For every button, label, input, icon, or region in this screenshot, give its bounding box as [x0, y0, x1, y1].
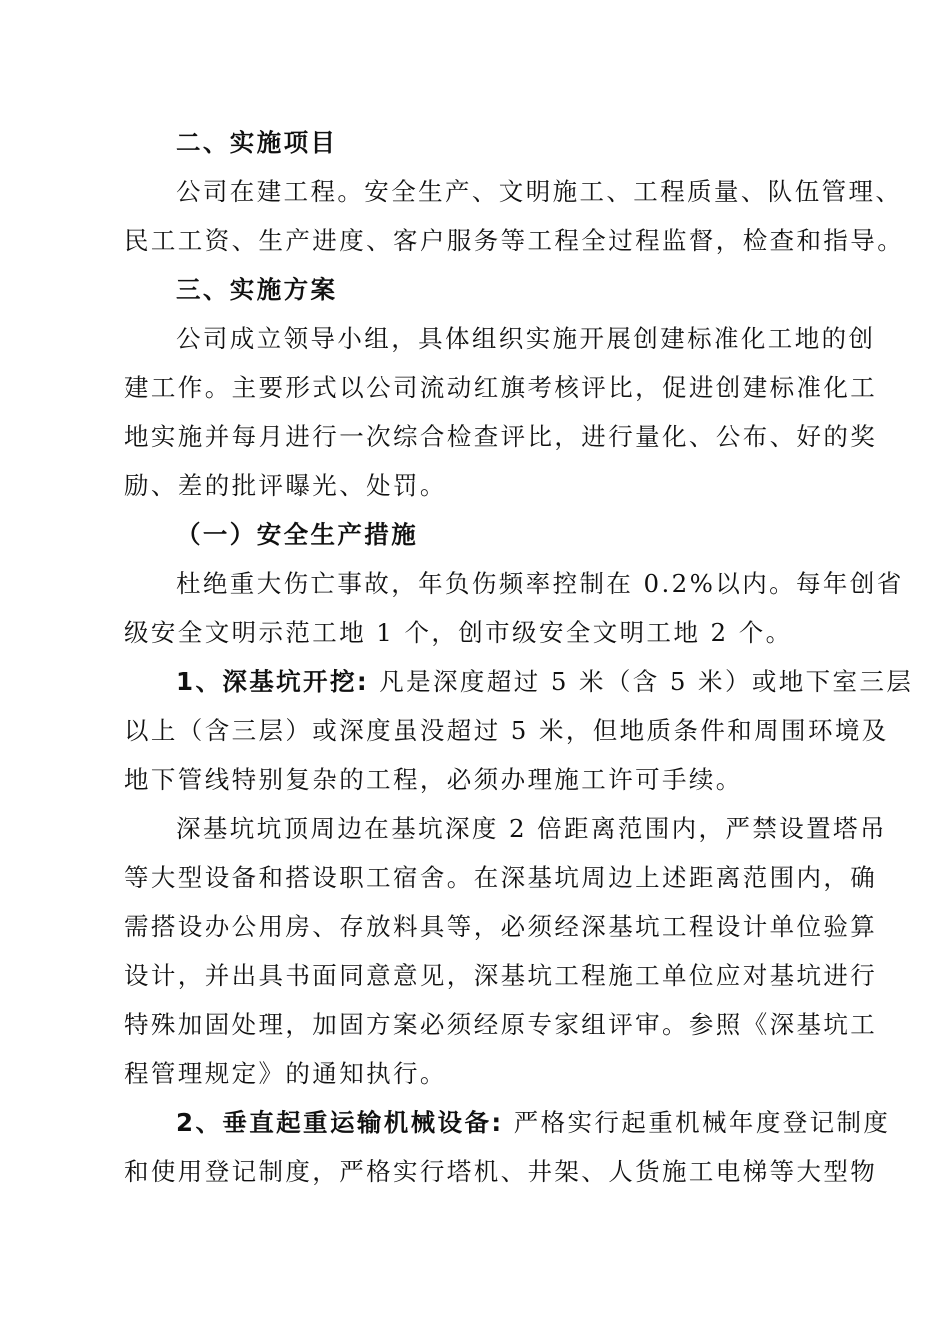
item-text: 凡是深度超过 5 米（含 5 米）或地下室三层 [369, 667, 914, 696]
paragraph-line: 建工作。主要形式以公司流动红旗考核评比，促进创建标准化工 [124, 373, 878, 402]
item-lead-lifting-equipment: 2、垂直起重运输机械设备: [176, 1108, 504, 1137]
paragraph-line: 公司在建工程。安全生产、文明施工、工程质量、队伍管理、 [176, 177, 903, 206]
paragraph-line: 杜绝重大伤亡事故，年负伤频率控制在 0.2%以内。每年创省 [176, 569, 904, 598]
paragraph-line: 等大型设备和搭设职工宿舍。在深基坑周边上述距离范围内，确 [124, 863, 878, 892]
paragraph-line: 以上（含三层）或深度虽没超过 5 米，但地质条件和周围环境及 [124, 716, 889, 745]
item-lead-deep-excavation: 1、深基坑开挖: [176, 667, 370, 696]
paragraph-line: 深基坑坑顶周边在基坑深度 2 倍距离范围内，严禁设置塔吊 [176, 814, 887, 843]
item-text: 严格实行起重机械年度登记制度 [503, 1108, 891, 1137]
paragraph-line: 需搭设办公用房、存放料具等，必须经深基坑工程设计单位验算 [124, 912, 878, 941]
section-heading-implementation-plan: 三、实施方案 [176, 275, 338, 304]
paragraph-line: 级安全文明示范工地 1 个，创市级安全文明工地 2 个。 [124, 618, 793, 647]
paragraph-line: 民工工资、生产进度、客户服务等工程全过程监督，检查和指导。 [124, 226, 905, 255]
document-page [124, 118, 914, 1196]
paragraph-line: 特殊加固处理，加固方案必须经原专家组评审。参照《深基坑工 [124, 1010, 878, 1039]
item-paragraph-first-line [124, 1098, 891, 1147]
paragraph-line: 和使用登记制度，严格实行塔机、井架、人货施工电梯等大型物 [124, 1157, 878, 1186]
section-heading-implementation-items: 二、实施项目 [176, 128, 338, 157]
paragraph-line: 励、差的批评曝光、处罚。 [124, 471, 447, 500]
paragraph-line: 设计，并出具书面同意意见，深基坑工程施工单位应对基坑进行 [124, 961, 878, 990]
subsection-heading-safety-measures: （一）安全生产措施 [176, 520, 419, 549]
paragraph-line: 程管理规定》的通知执行。 [124, 1059, 447, 1088]
paragraph-line: 地下管线特别复杂的工程，必须办理施工许可手续。 [124, 765, 743, 794]
paragraph-line: 地实施并每月进行一次综合检查评比，进行量化、公布、好的奖 [124, 422, 878, 451]
paragraph-line: 公司成立领导小组，具体组织实施开展创建标准化工地的创 [176, 324, 876, 353]
item-paragraph-first-line [124, 657, 914, 706]
